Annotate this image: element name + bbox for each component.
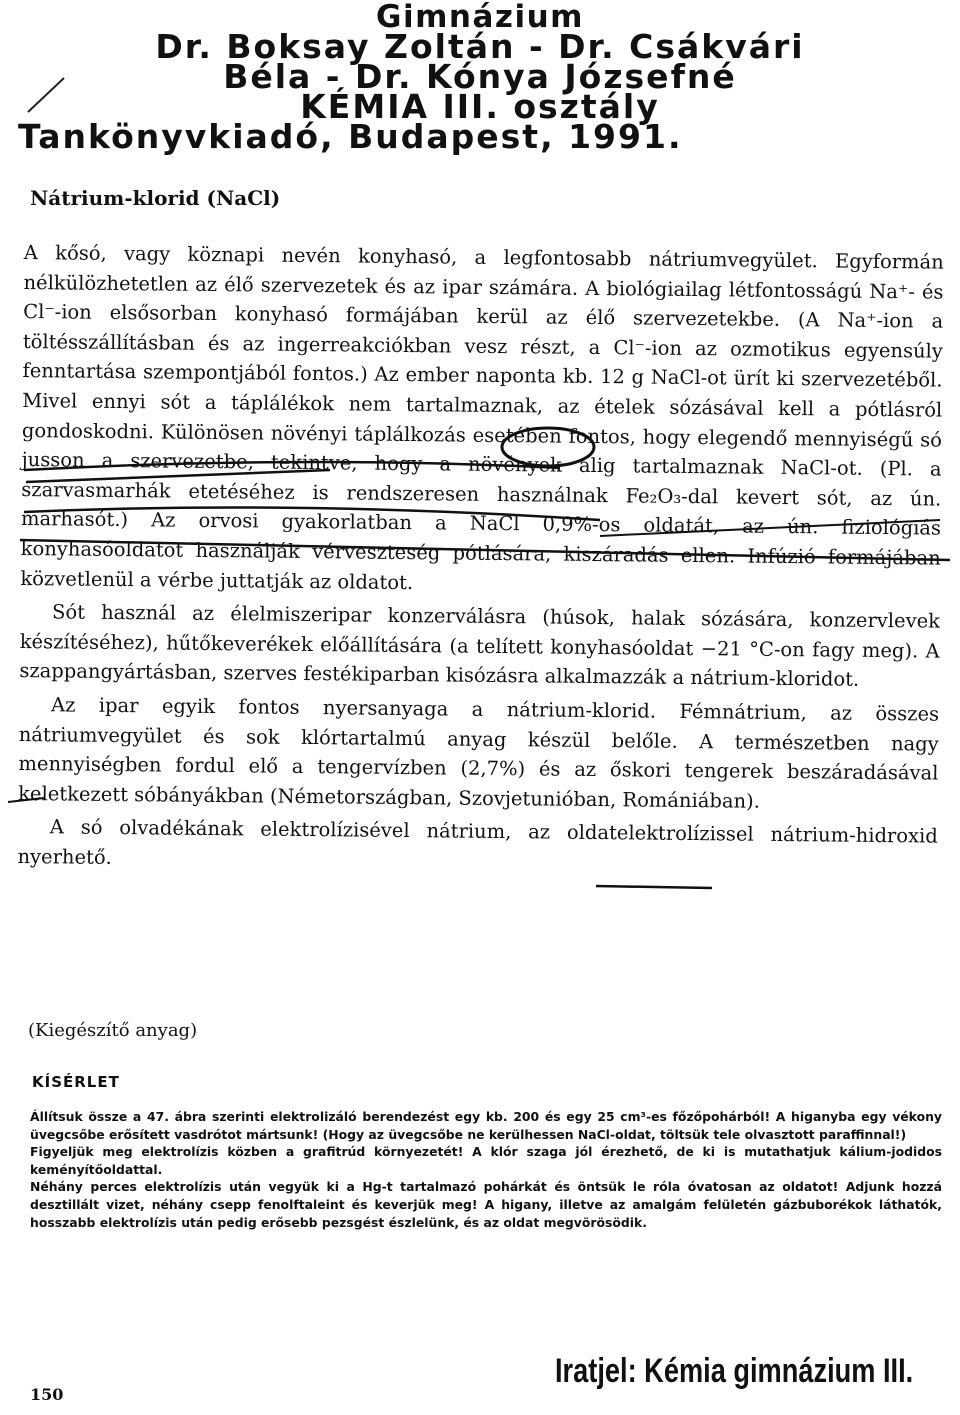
underline-mark-percent (596, 886, 712, 888)
header-line-school: Gimnázium (376, 0, 584, 35)
paragraph-food-industry: Sót használ az élelmiszeripar konzerválásra (húsok, halak sózására, konzervlevek készítéséhez), hűtőkeverékek előállítására (a telített konyhasóoldat −21 °C-on fagy meg). A szappangyártásban, szerves festékiparban kisózásra alkalmazzák a nátrium-kloridot. (19, 600, 941, 692)
experiment-step-setup: Állítsuk össze a 47. ábra szerinti elektrolizáló berendezést egy kb. 200 és egy 25 cm³-es főzőpohárból! A higanyba egy vékony üvegcsőbe erősített vasdrótot mártsunk! (Hogy az üvegcsőbe ne kerülhessen NaCl-oldat, töltsük tele olvasztott paraffinnal!) (30, 1109, 942, 1142)
supplement-label: (Kiegészítő anyag) (28, 1020, 198, 1041)
body-text (17, 238, 944, 885)
file-tag-caption: Iratjel: Kémia gimnázium III. (555, 1352, 914, 1390)
header-line-publisher: Tankönyvkiadó, Budapest, 1991. (18, 117, 683, 156)
experiment-text (30, 1108, 942, 1231)
experiment-title: KÍSÉRLET (32, 1073, 120, 1091)
header-line-title: KÉMIA III. osztály (300, 87, 660, 126)
paragraph-electrolysis: A só olvadékának elektrolízisével nátrium, az oldatelektrolízissel nátrium-hidroxid nyerhető. (17, 815, 938, 869)
section-title: Nátrium-klorid (NaCl) (30, 186, 281, 210)
paragraph-nacl-intro: A kősó, vagy köznapi nevén konyhasó, a legfontosabb nátriumvegyület. Egyformán nélkülözhetetlen az élő szervezetek és az ipar számára. A biológiailag létfontosságú Na⁺- és Cl⁻-ion elsősorban konyhasó formájában kerül az élő szervezetekbe. (A Na⁺-ion a töltésszállításban és az ingerreakciókban vesz részt, a Cl⁻-ion az ozmotikus egyensúly fenntartása szempontjából fontos.) Az ember naponta kb. 12 g NaCl-ot ürít ki szervezetéből. Mivel ennyi sót a táplálékok nem tartalmaznak, az ételek sózásával kell a pótlásról gondoskodni. Különösen növényi táplálkozás esetében fontos, hogy elegendő mennyiségű só jusson a szervezetbe, tekintve, hogy a növények alig tartalmaznak NaCl-ot. (Pl. a szarvasmarhák etetéséhez is rendszeresen használnak Fe₂O₃-dal kevert sót, az ún. marhasót.) Az orvosi gyakorlatban a NaCl 0,9%-os oldatát, az ún. fiziológiás konyhasóoldatot használják vérveszteség pótlására, kiszáradás ellen. Infúzió formájában közvetlenül a vérbe juttatják az oldatot. (20, 240, 944, 594)
page-number: 150 (30, 1385, 64, 1404)
paragraph-raw-material: Az ipar egyik fontos nyersanyaga a nátrium-klorid. Fémnátrium, az összes nátriumvegyület és sok klórtartalmú anyag készül belőle. A természetben nagy mennyiségben fordul elő a tengervízben (2,7%) és az őskori tengerek beszáradásával keletkezett sóbányákban (Németországban, Szovjetunióban, Romániában). (18, 693, 940, 813)
experiment-step-result: Néhány perces elektrolízis után vegyük ki a Hg-t tartalmazó pohárkát és öntsük le róla óvatosan az oldatot! Adjunk hozzá desztillált vizet, néhány csepp fenolftaleint és keverjük meg! A higany, illetve az amalgám felületén gázbuborékok láthatók, hosszabb elektrolízis után pedig erősebb pezsgést észlelünk, és az oldat megvörösödik. (30, 1179, 942, 1230)
header-line-authors-1: Dr. Boksay Zoltán - Dr. Csákvári (155, 27, 805, 66)
experiment-step-observe: Figyeljük meg elektrolízis közben a grafitrúd környezetét! A klór szaga jól érezhető, de ki is mutathatjuk kálium-jodidos keményítőoldattal. (30, 1144, 942, 1177)
header-line-authors-2: Béla - Dr. Kónya Józsefné (223, 57, 737, 96)
book-header (0, 0, 960, 156)
